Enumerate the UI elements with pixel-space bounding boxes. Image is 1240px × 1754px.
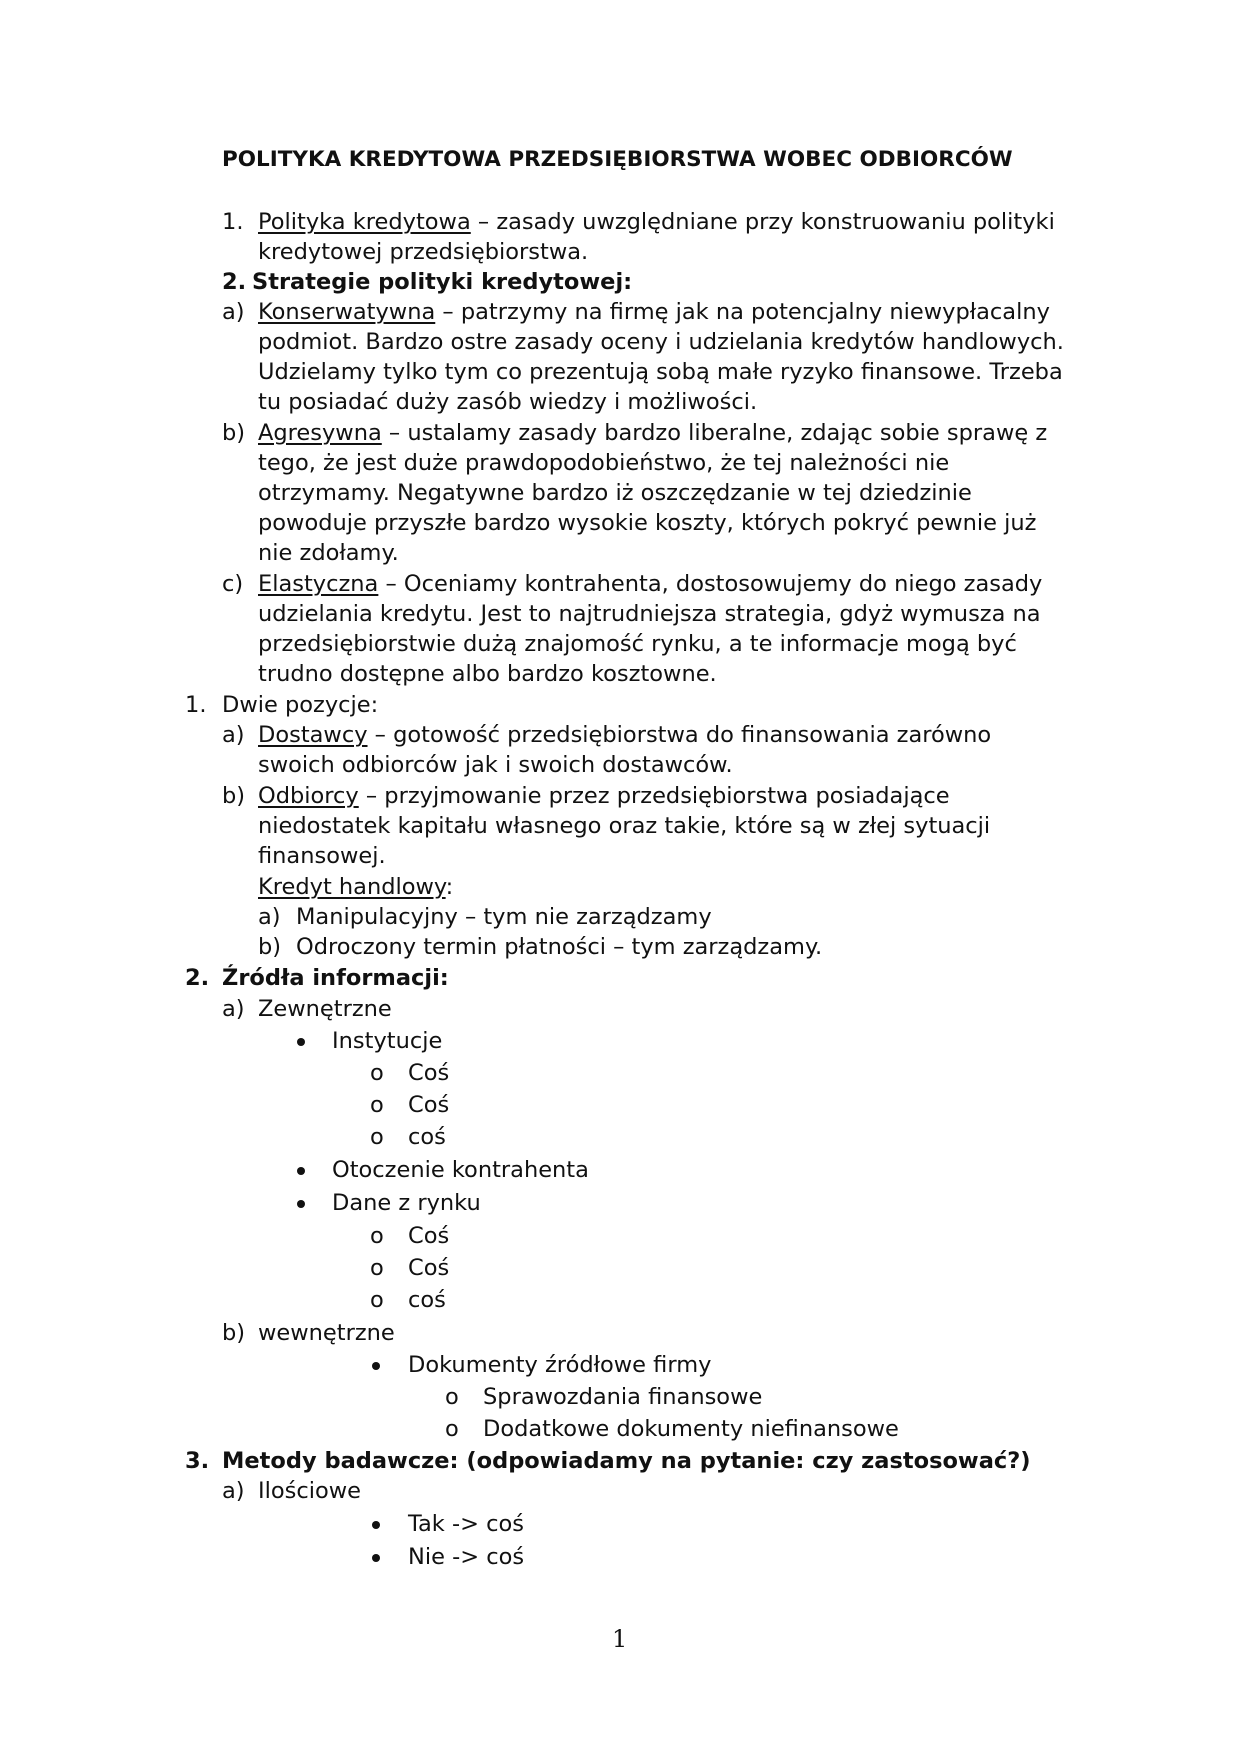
term-agresywna: Agresywna [258, 420, 382, 446]
page-number: 1 [612, 1625, 628, 1653]
bullet-icon [297, 1167, 305, 1175]
list-marker: a) [258, 904, 281, 930]
term-elastyczna: Elastyczna [258, 571, 379, 597]
definition-text: przedsiębiorstwie dużą znajomość rynku, a te informacje mogą być [258, 631, 1017, 657]
list-marker: a) [222, 722, 245, 748]
definition-text: – przyjmowanie przez przedsiębiorstwa posiadające [358, 783, 950, 809]
bullet-icon [372, 1362, 380, 1370]
bullet-icon [372, 1554, 380, 1562]
list-marker: 1. [185, 692, 207, 718]
item-text: Otoczenie kontrahenta [332, 1157, 589, 1183]
definition-text: tego, że jest duże prawdopodobieństwo, że tej należności nie [258, 450, 950, 476]
heading-text: Strategie polityki kredytowej: [252, 269, 633, 295]
circle-bullet-icon: o [445, 1416, 459, 1442]
list-marker: b) [222, 1320, 246, 1346]
definition-text: kredytowej przedsiębiorstwa. [258, 239, 589, 265]
list-marker: 1. [222, 209, 244, 235]
item-text: Dodatkowe dokumenty niefinansowe [483, 1416, 899, 1442]
heading-text: Dwie pozycje: [222, 692, 379, 718]
item-text: Dokumenty źródłowe firmy [408, 1352, 712, 1378]
item-text: Coś [408, 1255, 450, 1281]
list-marker: b) [222, 783, 246, 809]
heading-text: Metody badawcze: (odpowiadamy na pytanie: czy zastosować?) [222, 1448, 1031, 1474]
bullet-icon [297, 1038, 305, 1046]
item-text: Coś [408, 1092, 450, 1118]
item-text: Coś [408, 1223, 450, 1249]
list-marker: c) [222, 571, 244, 597]
list-marker: 2. [185, 965, 210, 991]
heading-text: Źródła informacji: [222, 965, 449, 991]
circle-bullet-icon: o [370, 1287, 384, 1313]
definition-text: udzielania kredytu. Jest to najtrudniejsza strategia, gdyż wymusza na [258, 601, 1041, 627]
list-marker: 3. [185, 1448, 210, 1474]
definition-text: – patrzymy na firmę jak na potencjalny niewypłacalny [435, 299, 1050, 325]
circle-bullet-icon: o [445, 1384, 459, 1410]
bullet-icon [297, 1200, 305, 1208]
item-text: Ilościowe [258, 1478, 362, 1504]
circle-bullet-icon: o [370, 1223, 384, 1249]
term-dostawcy: Dostawcy [258, 722, 368, 748]
definition-text: swoich odbiorców jak i swoich dostawców. [258, 752, 733, 778]
circle-bullet-icon: o [370, 1124, 384, 1150]
definition-text: – gotowość przedsiębiorstwa do finansowania zarówno [367, 722, 992, 748]
definition-text: finansowej. [258, 843, 386, 869]
item-text: Sprawozdania finansowe [483, 1384, 763, 1410]
item-text: Manipulacyjny – tym nie zarządzamy [296, 904, 712, 930]
definition-text: tu posiadać duży zasób wiedzy i możliwości. [258, 389, 758, 415]
item-text: Nie -> coś [408, 1544, 525, 1570]
definition-text: nie zdołamy. [258, 540, 399, 566]
definition-text: niedostatek kapitału własnego oraz takie, które są w złej sytuacji [258, 813, 991, 839]
term-polityka-kredytowa: Polityka kredytowa [258, 209, 471, 235]
list-marker: a) [222, 996, 245, 1022]
item-text: coś [408, 1287, 446, 1313]
item-text: Instytucje [332, 1028, 443, 1054]
list-marker: b) [258, 934, 282, 960]
term-odbiorcy: Odbiorcy [258, 783, 359, 809]
circle-bullet-icon: o [370, 1092, 384, 1118]
term-konserwatywna: Konserwatywna [258, 299, 436, 325]
definition-text: – zasady uwzględniane przy konstruowaniu polityki [470, 209, 1055, 235]
list-marker: a) [222, 1478, 245, 1504]
colon: : [445, 874, 454, 900]
list-marker: a) [222, 299, 245, 325]
list-marker: b) [222, 420, 246, 446]
document-title: POLITYKA KREDYTOWA PRZEDSIĘBIORSTWA WOBEC ODBIORCÓW [222, 147, 1013, 172]
item-text: Tak -> coś [408, 1511, 524, 1537]
bullet-icon [372, 1521, 380, 1529]
circle-bullet-icon: o [370, 1060, 384, 1086]
list-marker: 2. [222, 269, 247, 295]
item-text: coś [408, 1124, 446, 1150]
definition-text: otrzymamy. Negatywne bardzo iż oszczędzanie w tej dziedzinie [258, 480, 972, 506]
item-text: wewnętrzne [258, 1320, 395, 1346]
item-text: Odroczony termin płatności – tym zarządzamy. [296, 934, 823, 960]
item-text: Dane z rynku [332, 1190, 481, 1216]
definition-text: – ustalamy zasady bardzo liberalne, zdając sobie sprawę z [381, 420, 1048, 446]
term-kredyt-handlowy: Kredyt handlowy [258, 874, 446, 900]
definition-text: trudno dostępne albo bardzo kosztowne. [258, 661, 717, 687]
definition-text: podmiot. Bardzo ostre zasady oceny i udzielania kredytów handlowych. [258, 329, 1064, 355]
item-text: Zewnętrzne [258, 996, 392, 1022]
definition-text: Udzielamy tylko tym co prezentują sobą małe ryzyko finansowe. Trzeba [258, 359, 1063, 385]
definition-text: – Oceniamy kontrahenta, dostosowujemy do niego zasady [378, 571, 1043, 597]
definition-text: powoduje przyszłe bardzo wysokie koszty, których pokryć pewnie już [258, 510, 1037, 536]
circle-bullet-icon: o [370, 1255, 384, 1281]
item-text: Coś [408, 1060, 450, 1086]
